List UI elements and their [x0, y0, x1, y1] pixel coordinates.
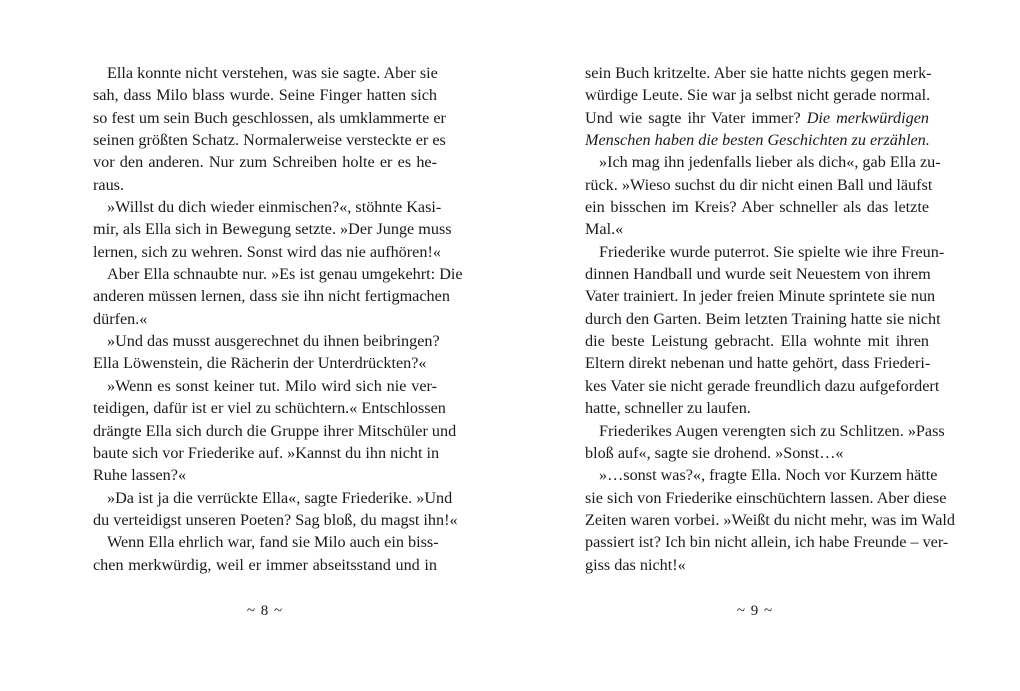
- text-line: »Da ist ja die verrückte Ella«, sagte Friederike. »Und: [107, 488, 453, 507]
- text-line: Mal.«: [585, 220, 624, 239]
- page-number-left: ~ 8 ~: [246, 603, 284, 619]
- text-line: teidigen, dafür ist er viel zu schüchtern.« Entschlossen: [93, 399, 446, 418]
- text-line: sein Buch kritzelte. Aber sie hatte nichts gegen merk-: [585, 64, 932, 82]
- text-line: die beste Leistung gebracht. Ella wohnte mit ihren: [585, 332, 929, 351]
- text-line: »Ich mag ihn jedenfalls lieber als dich«, gab Ella zu-: [599, 153, 941, 172]
- text-line: vor den anderen. Nur zum Schreiben holte er es he-: [93, 153, 437, 172]
- text-line: kes Vater sie nicht gerade freundlich dazu aufgefordert: [585, 376, 940, 395]
- text-line: Friederikes Augen verengten sich zu Schlitzen. »Pass: [599, 421, 945, 440]
- page-number-right: ~ 9 ~: [736, 603, 774, 619]
- text-line: »Und das musst ausgerechnet du ihnen beibringen?: [107, 332, 440, 351]
- text-line: »Willst du dich wieder einmischen?«, stöhnte Kasi-: [107, 198, 442, 217]
- text-line: [585, 129, 929, 151]
- text-line: so fest um sein Buch geschlossen, als umklammerte er: [93, 108, 446, 127]
- left-page: [93, 62, 463, 576]
- text-line: bloß auf«, sagte sie drohend. »Sonst…«: [585, 443, 844, 462]
- text-line: lernen, sich zu wehren. Sonst wird das nie aufhören!«: [93, 242, 441, 261]
- text-line: dürfen.«: [93, 309, 148, 328]
- text-line: raus.: [93, 175, 125, 194]
- text-line: Friederike wurde puterrot. Sie spielte wie ihre Freun-: [599, 242, 945, 261]
- text-line: ein bisschen im Kreis? Aber schneller als das letzte: [585, 198, 929, 217]
- text-line: mir, als Ella sich in Bewegung setzte. »Der Junge muss: [93, 220, 452, 239]
- text-line: dinnen Handball und wurde seit Neuestem von ihrem: [585, 265, 931, 284]
- text-line: Ella Löwenstein, die Rächerin der Unterdrückten?«: [93, 354, 427, 373]
- italic-text-segment: Die merkwürdigen: [806, 108, 929, 127]
- text-line: würdige Leute. Sie war ja selbst nicht gerade normal.: [585, 86, 931, 105]
- text-line: Vater trainiert. In jeder freien Minute sprintete sie nun: [585, 287, 936, 306]
- text-line: passiert ist? Ich bin nicht allein, ich habe Freunde – ver-: [585, 533, 949, 552]
- text-line: [585, 107, 929, 129]
- text-line: durch den Garten. Beim letzten Training hatte sie nicht: [585, 309, 941, 328]
- italic-text-segment: Menschen haben die besten Geschichten zu erzählen.: [585, 131, 930, 150]
- text-line: rück. »Wieso suchst du dir nicht einen Ball und läufst: [585, 175, 933, 194]
- text-line: giss das nicht!«: [585, 555, 686, 574]
- text-line: sah, dass Milo blass wurde. Seine Finger hatten sich: [93, 86, 437, 105]
- text-line: Aber Ella schnaubte nur. »Es ist genau umgekehrt: Die: [107, 265, 463, 284]
- text-line: Eltern direkt nebenan und hatte gehört, dass Friederi-: [585, 354, 931, 373]
- text-line: baute sich vor Friederike auf. »Kannst du ihn nicht in: [93, 443, 440, 462]
- text-line: anderen müssen lernen, dass sie ihn nicht fertigmachen: [93, 287, 450, 306]
- right-page: [585, 62, 956, 576]
- text-line: drängte Ella sich durch die Gruppe ihrer Mitschüler und: [93, 421, 457, 440]
- text-line: Wenn Ella ehrlich war, fand sie Milo auch ein biss-: [107, 533, 439, 552]
- text-line: du verteidigst unseren Poeten? Sag bloß, du magst ihn!«: [93, 510, 458, 529]
- text-line: hatte, schneller zu laufen.: [585, 399, 751, 418]
- text-line: Ruhe lassen?«: [93, 466, 187, 485]
- text-line: Zeiten waren vorbei. »Weißt du nicht mehr, was im Wald: [585, 510, 956, 529]
- text-segment: Und wie sagte ihr Vater immer?: [585, 108, 807, 127]
- text-line: seinen größten Schatz. Normalerweise versteckte er es: [93, 131, 446, 150]
- text-line: Ella konnte nicht verstehen, was sie sagte. Aber sie: [107, 64, 438, 82]
- text-line: »…sonst was?«, fragte Ella. Noch vor Kurzem hätte: [599, 466, 938, 485]
- text-line: chen merkwürdig, weil er immer abseitsstand und in: [93, 555, 437, 574]
- text-line: »Wenn es sonst keiner tut. Milo wird sich nie ver-: [107, 376, 437, 395]
- text-line: sie sich von Friederike einschüchtern lassen. Aber diese: [585, 488, 947, 507]
